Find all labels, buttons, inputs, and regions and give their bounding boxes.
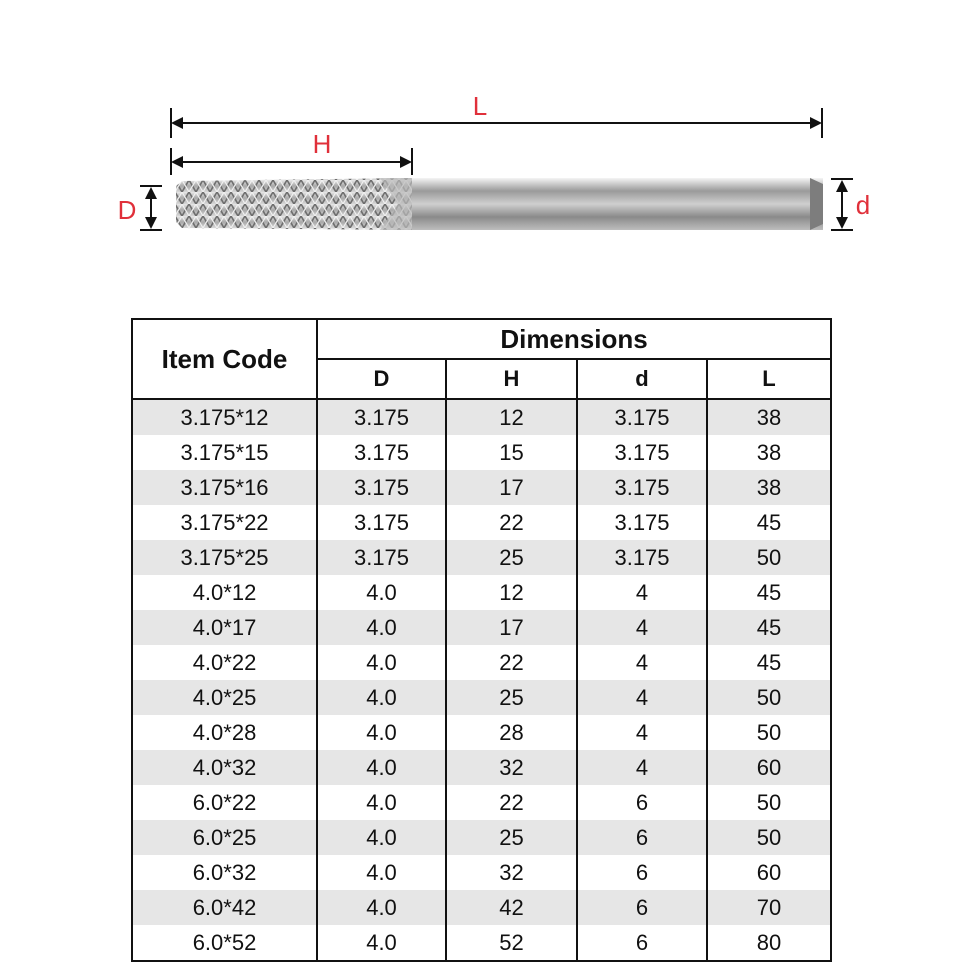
d-cell: 3.175 xyxy=(577,435,707,470)
table-row xyxy=(132,470,831,505)
L-cell: 50 xyxy=(707,540,831,575)
H-cell: 42 xyxy=(446,890,577,925)
label-L: L xyxy=(472,91,488,121)
D-cell: 3.175 xyxy=(317,399,446,435)
table-row xyxy=(132,890,831,925)
table-row xyxy=(132,680,831,715)
shank-chamfer xyxy=(810,178,823,230)
header-row-1 xyxy=(132,319,831,359)
H-cell: 17 xyxy=(446,470,577,505)
d-cell: 4 xyxy=(577,645,707,680)
d-cell: 6 xyxy=(577,890,707,925)
item-code-cell: 6.0*22 xyxy=(132,785,317,820)
H-cell: 28 xyxy=(446,715,577,750)
D-cell: 3.175 xyxy=(317,435,446,470)
item-code-cell: 4.0*12 xyxy=(132,575,317,610)
table-row xyxy=(132,785,831,820)
item-code-cell: 4.0*17 xyxy=(132,610,317,645)
item-code-cell: 6.0*42 xyxy=(132,890,317,925)
d-cell: 4 xyxy=(577,610,707,645)
H-cell: 25 xyxy=(446,680,577,715)
column-header-L: L xyxy=(707,359,831,399)
column-header-H: H xyxy=(446,359,577,399)
table-row xyxy=(132,575,831,610)
H-cell: 22 xyxy=(446,645,577,680)
label-d: d xyxy=(855,190,871,220)
H-cell: 52 xyxy=(446,925,577,961)
D-cell: 3.175 xyxy=(317,470,446,505)
D-cell: 3.175 xyxy=(317,505,446,540)
d-cell: 3.175 xyxy=(577,470,707,505)
d-cell: 6 xyxy=(577,925,707,961)
column-header-D: D xyxy=(317,359,446,399)
H-cell: 25 xyxy=(446,820,577,855)
label-D: D xyxy=(117,195,137,225)
L-cell: 38 xyxy=(707,435,831,470)
L-cell: 70 xyxy=(707,890,831,925)
L-cell: 45 xyxy=(707,505,831,540)
d-cell: 6 xyxy=(577,785,707,820)
dimension-L xyxy=(171,108,822,138)
D-cell: 4.0 xyxy=(317,575,446,610)
d-cell: 4 xyxy=(577,715,707,750)
item-code-cell: 4.0*32 xyxy=(132,750,317,785)
H-cell: 15 xyxy=(446,435,577,470)
table-row xyxy=(132,610,831,645)
item-code-cell: 3.175*16 xyxy=(132,470,317,505)
table-row xyxy=(132,750,831,785)
label-H: H xyxy=(312,129,332,159)
table-row xyxy=(132,715,831,750)
table-row xyxy=(132,540,831,575)
d-cell: 6 xyxy=(577,855,707,890)
column-header-d: d xyxy=(577,359,707,399)
H-cell: 17 xyxy=(446,610,577,645)
L-cell: 50 xyxy=(707,680,831,715)
H-cell: 22 xyxy=(446,785,577,820)
H-cell: 25 xyxy=(446,540,577,575)
dimension-H xyxy=(171,148,412,175)
item-code-cell: 6.0*52 xyxy=(132,925,317,961)
D-cell: 4.0 xyxy=(317,715,446,750)
d-cell: 3.175 xyxy=(577,505,707,540)
H-cell: 12 xyxy=(446,399,577,435)
L-cell: 45 xyxy=(707,645,831,680)
d-cell: 3.175 xyxy=(577,540,707,575)
D-cell: 4.0 xyxy=(317,820,446,855)
D-cell: 4.0 xyxy=(317,680,446,715)
D-cell: 4.0 xyxy=(317,925,446,961)
H-cell: 32 xyxy=(446,855,577,890)
L-cell: 38 xyxy=(707,399,831,435)
L-cell: 45 xyxy=(707,610,831,645)
end-mill-tool xyxy=(176,178,823,230)
item-code-cell: 4.0*25 xyxy=(132,680,317,715)
D-cell: 4.0 xyxy=(317,855,446,890)
table-row xyxy=(132,399,831,435)
item-code-cell: 3.175*15 xyxy=(132,435,317,470)
item-code-cell: 6.0*25 xyxy=(132,820,317,855)
D-cell: 4.0 xyxy=(317,610,446,645)
D-cell: 4.0 xyxy=(317,785,446,820)
item-code-cell: 6.0*32 xyxy=(132,855,317,890)
d-cell: 3.175 xyxy=(577,399,707,435)
tool-shank xyxy=(405,178,823,230)
item-code-cell: 4.0*22 xyxy=(132,645,317,680)
table-row xyxy=(132,435,831,470)
table-row xyxy=(132,855,831,890)
D-cell: 4.0 xyxy=(317,750,446,785)
end-mill-diagram xyxy=(0,0,960,300)
L-cell: 60 xyxy=(707,855,831,890)
item-code-cell: 3.175*22 xyxy=(132,505,317,540)
D-cell: 3.175 xyxy=(317,540,446,575)
H-cell: 22 xyxy=(446,505,577,540)
item-code-header: Item Code xyxy=(132,319,317,399)
dimension-d xyxy=(831,179,853,230)
L-cell: 50 xyxy=(707,820,831,855)
d-cell: 4 xyxy=(577,750,707,785)
table-row xyxy=(132,505,831,540)
item-code-cell: 4.0*28 xyxy=(132,715,317,750)
table-row xyxy=(132,925,831,961)
spec-table xyxy=(131,318,832,962)
L-cell: 80 xyxy=(707,925,831,961)
D-cell: 4.0 xyxy=(317,645,446,680)
dimensions-header: Dimensions xyxy=(317,319,831,359)
D-cell: 4.0 xyxy=(317,890,446,925)
L-cell: 50 xyxy=(707,785,831,820)
L-cell: 50 xyxy=(707,715,831,750)
H-cell: 32 xyxy=(446,750,577,785)
tool-flutes xyxy=(176,178,412,230)
L-cell: 60 xyxy=(707,750,831,785)
dimension-D xyxy=(140,186,162,230)
table-row xyxy=(132,820,831,855)
d-cell: 4 xyxy=(577,575,707,610)
H-cell: 12 xyxy=(446,575,577,610)
L-cell: 38 xyxy=(707,470,831,505)
d-cell: 6 xyxy=(577,820,707,855)
item-code-cell: 3.175*12 xyxy=(132,399,317,435)
d-cell: 4 xyxy=(577,680,707,715)
L-cell: 45 xyxy=(707,575,831,610)
item-code-cell: 3.175*25 xyxy=(132,540,317,575)
table-row xyxy=(132,645,831,680)
